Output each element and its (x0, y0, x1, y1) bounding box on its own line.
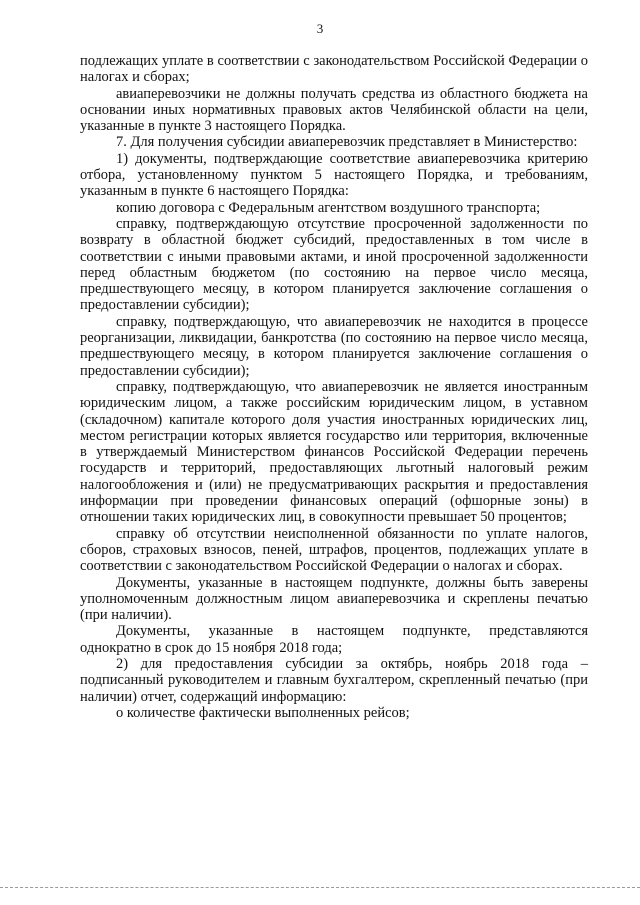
page-bottom-divider (0, 887, 640, 888)
paragraph: подлежащих уплате в соответствии с законодательством Российской Федерации о налогах и сборах; (80, 53, 588, 86)
paragraph: 2) для предоставления субсидии за октябрь, ноябрь 2018 года – подписанный руководителем и главным бухгалтером, скрепленный печатью (при наличии) отчет, содержащий информацию: (80, 655, 588, 705)
paragraph: Документы, указанные в настоящем подпункте, должны быть заверены уполномоченным должностным лицом авиаперевозчика и скреплены печатью (при наличии). (80, 574, 588, 624)
paragraph: авиаперевозчики не должны получать средства из областного бюджета на основании иных нормативных правовых актов Челябинской области на цели, указанные в пункте 3 настоящего Порядка. (80, 85, 588, 135)
paragraph: о количестве фактически выполненных рейсов; (116, 704, 410, 721)
paragraph: справку, подтверждающую, что авиаперевозчик не находится в процессе реорганизации, ликвидации, банкротства (по состоянию на первое число месяца, предшествующего месяцу, в котором планируется заключение соглашения о предоставлении субсидии); (80, 313, 588, 379)
document-body (80, 53, 588, 721)
paragraph: Документы, указанные в настоящем подпункте, представляются однократно в срок до 15 ноября 2018 года; (80, 623, 588, 656)
paragraph: справку, подтверждающую, что авиаперевозчик не является иностранным юридическим лицом, а также российским юридическим лицом, в уставном (складочном) капитале которого доля участия иностранных юридических лиц, местом регистрации которых является государство или территория, включенные в утверждаемый Министерством финансов Российской Федерации перечень государств и территорий, предоставляющих льготный налоговый режим налогообложения и (или) не предусматривающих раскрытия и предоставления информации при проведении финансовых операций (офшорные зоны) в отношении таких юридических лиц, в совокупности превышает 50 процентов; (80, 378, 588, 526)
page-number: 3 (316, 21, 324, 36)
paragraph: справку, подтверждающую отсутствие просроченной задолженности по возврату в областной бюджет субсидий, предоставленных в том числе в соответствии с иными правовыми актами, и иной просроченной задолженности перед областным бюджетом (по состоянию на первое число месяца, предшествующего месяцу, в котором планируется заключение соглашения о предоставлении субсидии); (80, 215, 588, 314)
paragraph: 7. Для получения субсидии авиаперевозчик представляет в Министерство: (116, 134, 578, 151)
paragraph: копию договора с Федеральным агентством воздушного транспорта; (116, 199, 541, 216)
paragraph: справку об отсутствии неисполненной обязанности по уплате налогов, сборов, страховых взносов, пеней, штрафов, процентов, подлежащих уплате в соответствии с законодательством Российской Федерации о налогах и сборах. (80, 525, 588, 575)
paragraph: 1) документы, подтверждающие соответствие авиаперевозчика критерию отбора, установленному пунктом 5 настоящего Порядка, и требованиям, указанным в пункте 6 настоящего Порядка: (80, 150, 588, 200)
